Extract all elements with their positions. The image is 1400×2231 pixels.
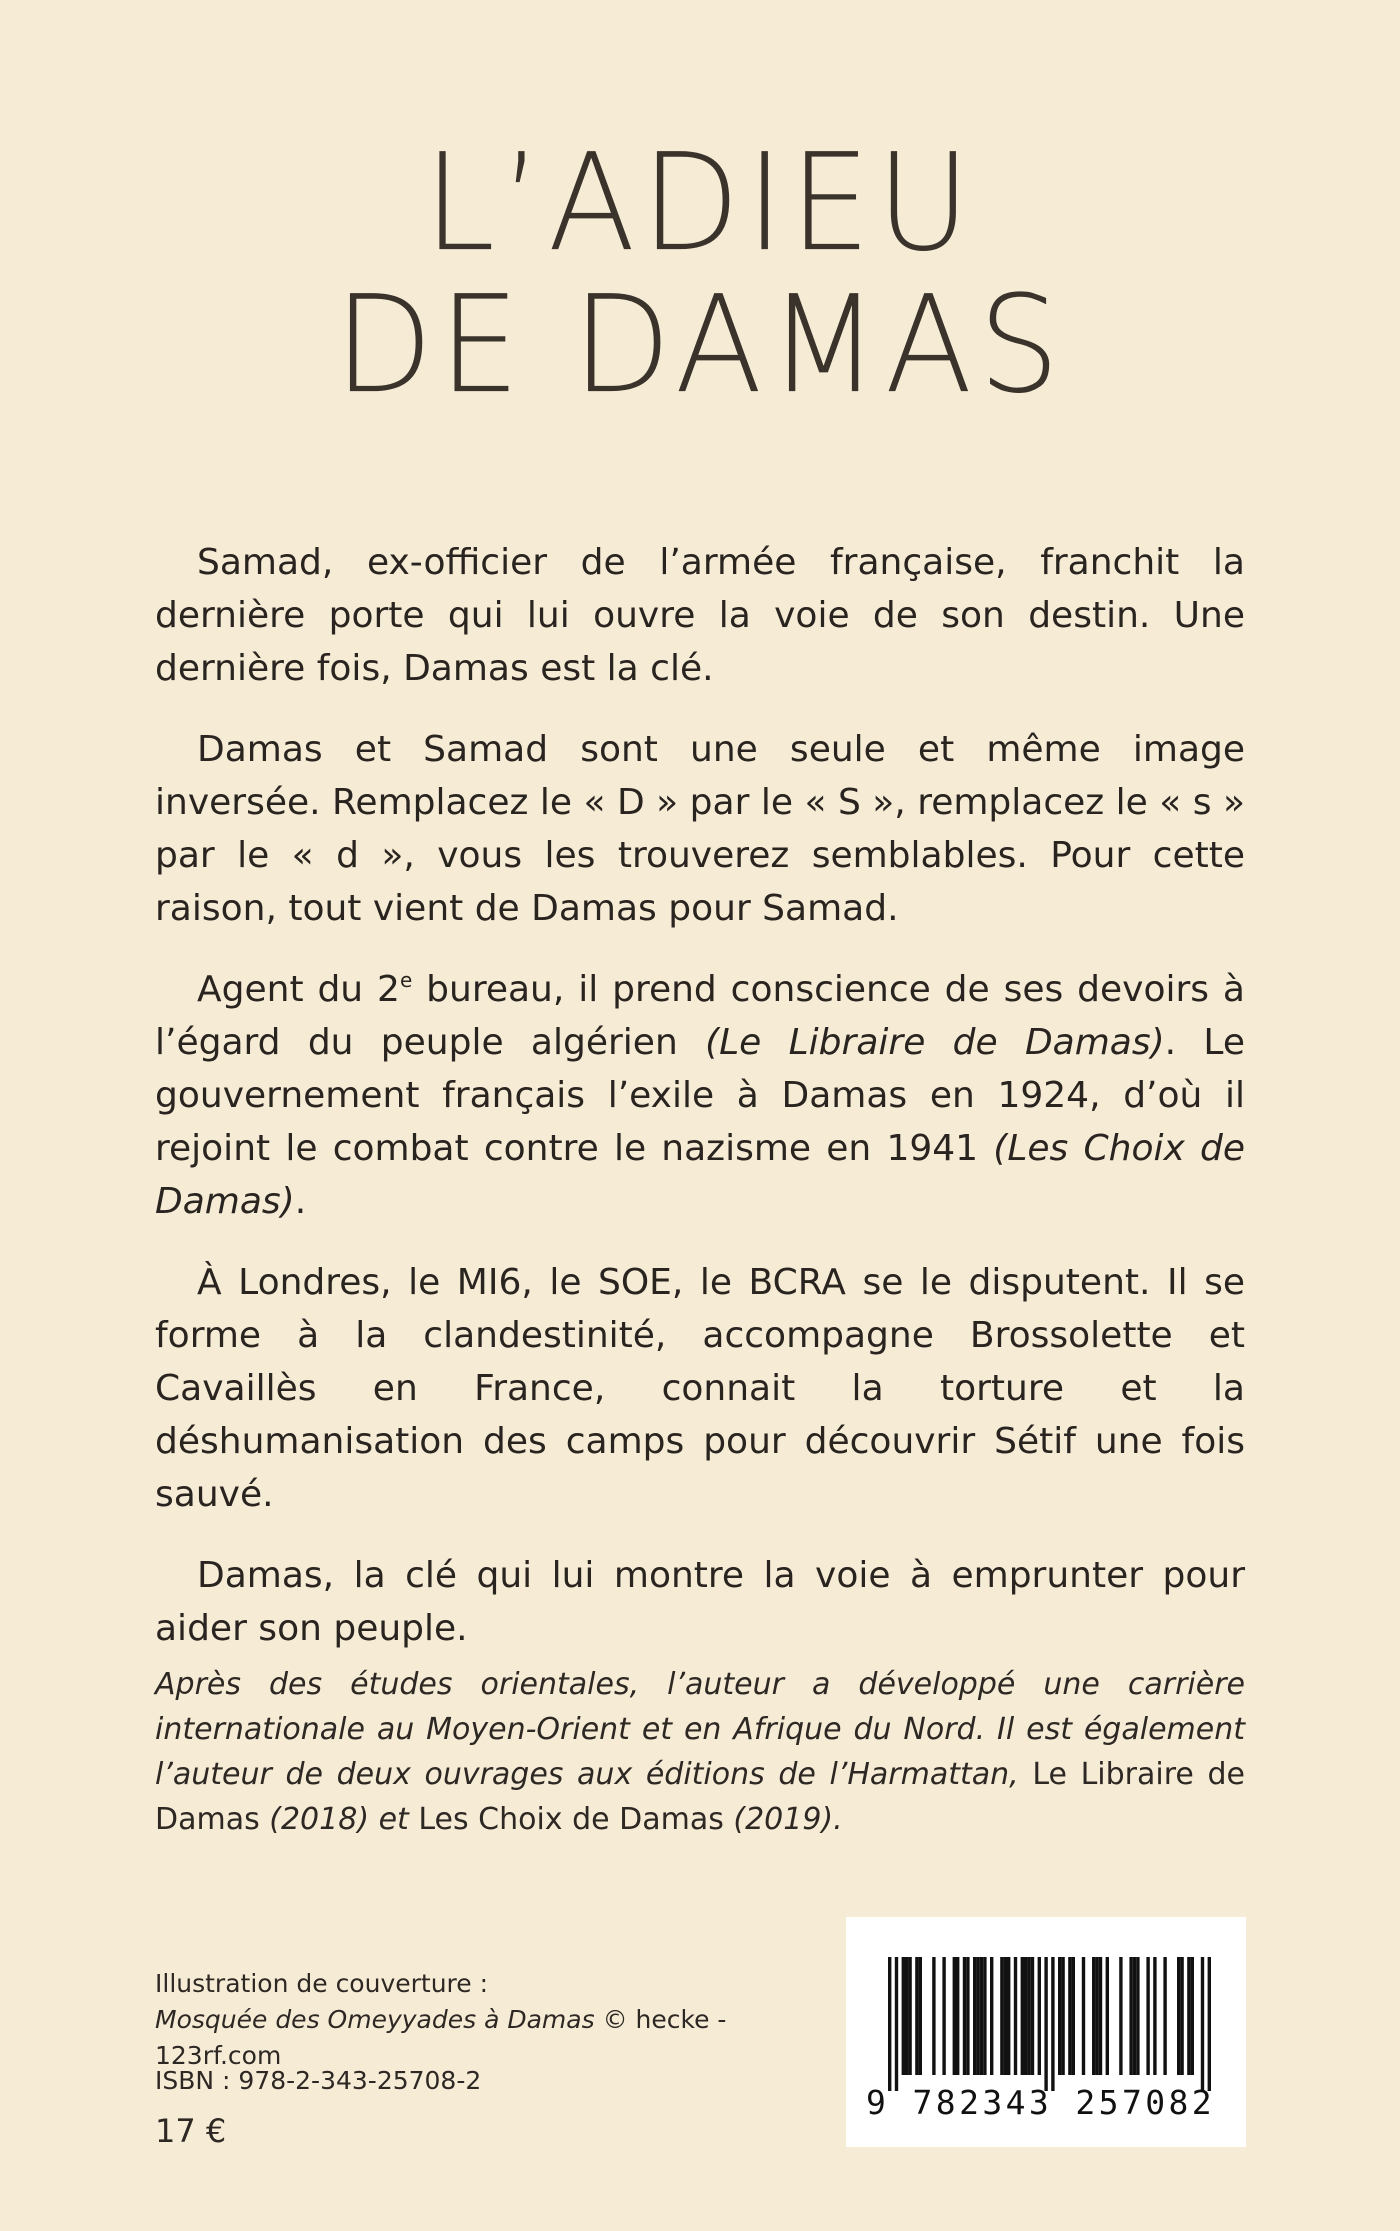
barcode-bar	[1191, 1957, 1194, 2075]
barcode-bar	[942, 1957, 945, 2075]
barcode-bar	[915, 1957, 918, 2075]
barcode-bar	[1038, 1957, 1041, 2075]
barcode-bar	[1000, 1957, 1003, 2075]
price-text: 17 €	[155, 2112, 227, 2150]
summary-paragraph-1: Samad, ex-officier de l’armée française, franchit la dernière porte qui lui ouvre la voie de son destin. Une dernière fois, Damas est la clé.	[155, 542, 1245, 689]
barcode-bar	[932, 1957, 935, 2075]
book-summary	[155, 536, 1245, 1683]
barcode-bar	[1027, 1957, 1030, 2075]
barcode-bar	[895, 1957, 898, 2091]
title-line-2: DE DAMAS	[334, 267, 1066, 424]
barcode-bar	[1024, 1957, 1027, 2075]
barcode-bar	[1051, 1957, 1054, 2091]
barcode-bar	[976, 1957, 979, 2075]
barcode-bar	[1146, 1957, 1149, 2075]
book-title-choix: (Les Choix de Damas)	[155, 1128, 1245, 1222]
barcode	[846, 1917, 1246, 2147]
title-line-1: L’ADIEU	[423, 125, 977, 282]
barcode-bar	[1129, 1957, 1132, 2075]
credits-copyright: © hecke - 123rf.com	[155, 2005, 727, 2070]
barcode-bar	[1004, 1957, 1007, 2075]
barcode-bar	[908, 1957, 911, 2075]
barcode-bar	[1082, 1957, 1085, 2075]
barcode-bar	[1163, 1957, 1166, 2075]
bio-book-2: Les Choix de Damas	[418, 1802, 724, 1837]
barcode-bar	[1007, 1957, 1010, 2075]
barcode-bar	[966, 1957, 969, 2075]
p3-text-b: bureau, il prend conscience de ses devoirs à l’égard du peuple algérien	[155, 969, 1245, 1063]
barcode-bar	[1208, 1957, 1211, 2091]
barcode-bar	[1180, 1957, 1183, 2075]
barcode-bar	[956, 1957, 959, 2075]
credits-label: Illustration de couverture :	[155, 1969, 489, 1998]
barcode-digits: 9 782343 257082	[866, 2083, 1216, 2122]
barcode-bar	[1044, 1957, 1047, 2091]
barcode-bar	[983, 1957, 986, 2075]
barcode-bar	[1136, 1957, 1139, 2075]
ordinal-superscript: e	[399, 968, 413, 992]
summary-paragraph-4: À Londres, le MI6, le SOE, le BCRA se le disputent. Il se forme à la clandestinité, accompagne Brossolette et Cavaillès en France, connait la torture et la déshumanisation des camps pour découvrir Sétif une fois sauvé.	[155, 1262, 1245, 1515]
barcode-bar	[1061, 1957, 1064, 2075]
credits-line	[155, 2002, 815, 2074]
barcode-bar	[990, 1957, 993, 2075]
barcode-bar	[953, 1957, 956, 2075]
bio-book-1: Le Libraire de Damas	[155, 1757, 1245, 1837]
book-title-libraire: (Le Libraire de Damas)	[705, 1022, 1165, 1063]
barcode-bar	[902, 1957, 905, 2075]
barcode-bar	[1031, 1957, 1034, 2075]
barcode-bar	[1106, 1957, 1109, 2075]
summary-paragraph-3	[155, 963, 1245, 1228]
barcode-bar	[1177, 1957, 1180, 2075]
barcode-bar	[1133, 1957, 1136, 2075]
barcode-bar	[1201, 1957, 1204, 2091]
bio-text-1: Après des études orientales, l’auteur a développé une carrière internationale au Moyen-Orient et en Afrique du Nord. Il est également l’auteur de deux ouvrages aux éditions de l’Harmattan,	[155, 1667, 1245, 1792]
summary-paragraph-5: Damas, la clé qui lui montre la voie à emprunter pour aider son peuple.	[155, 1555, 1245, 1649]
barcode-bar	[980, 1957, 983, 2075]
p3-text-a: Agent du 2	[197, 969, 400, 1010]
barcode-bar	[1119, 1957, 1122, 2075]
book-title	[0, 125, 1400, 424]
bio-year-1: (2018) et	[259, 1802, 419, 1837]
credits-illustration: Mosquée des Omeyyades à Damas	[155, 2005, 595, 2034]
barcode-bar	[1068, 1957, 1071, 2075]
barcode-bar	[963, 1957, 966, 2075]
barcode-bar	[973, 1957, 976, 2075]
bio-year-2: (2019).	[723, 1802, 843, 1837]
barcode-bar	[1021, 1957, 1024, 2075]
author-bio	[155, 1662, 1245, 1842]
barcode-bar	[1092, 1957, 1095, 2075]
barcode-bar	[888, 1957, 891, 2091]
barcode-bar	[919, 1957, 922, 2075]
barcode-bar	[1153, 1957, 1156, 2075]
barcode-bar	[1072, 1957, 1075, 2075]
p3-text-c: . Le gouvernement français l’exile à Damas en 1924, d’où il rejoint le combat contre le nazisme en 1941	[155, 1022, 1245, 1169]
p3-text-d: .	[294, 1181, 307, 1222]
barcode-bar	[1187, 1957, 1190, 2075]
isbn-text: ISBN : 978-2-343-25708-2	[155, 2066, 482, 2095]
barcode-bar	[1058, 1957, 1061, 2075]
barcode-bar	[1014, 1957, 1017, 2075]
summary-paragraph-2: Damas et Samad sont une seule et même image inversée. Remplacez le « D » par le « S », remplacez le « s » par le « d », vous les trouverez semblables. Pour cette raison, tout vient de Damas pour Samad.	[155, 729, 1245, 929]
cover-credits	[155, 1966, 815, 2074]
barcode-bar	[905, 1957, 908, 2075]
barcode-bar	[1095, 1957, 1098, 2075]
barcode-bar	[1099, 1957, 1102, 2075]
